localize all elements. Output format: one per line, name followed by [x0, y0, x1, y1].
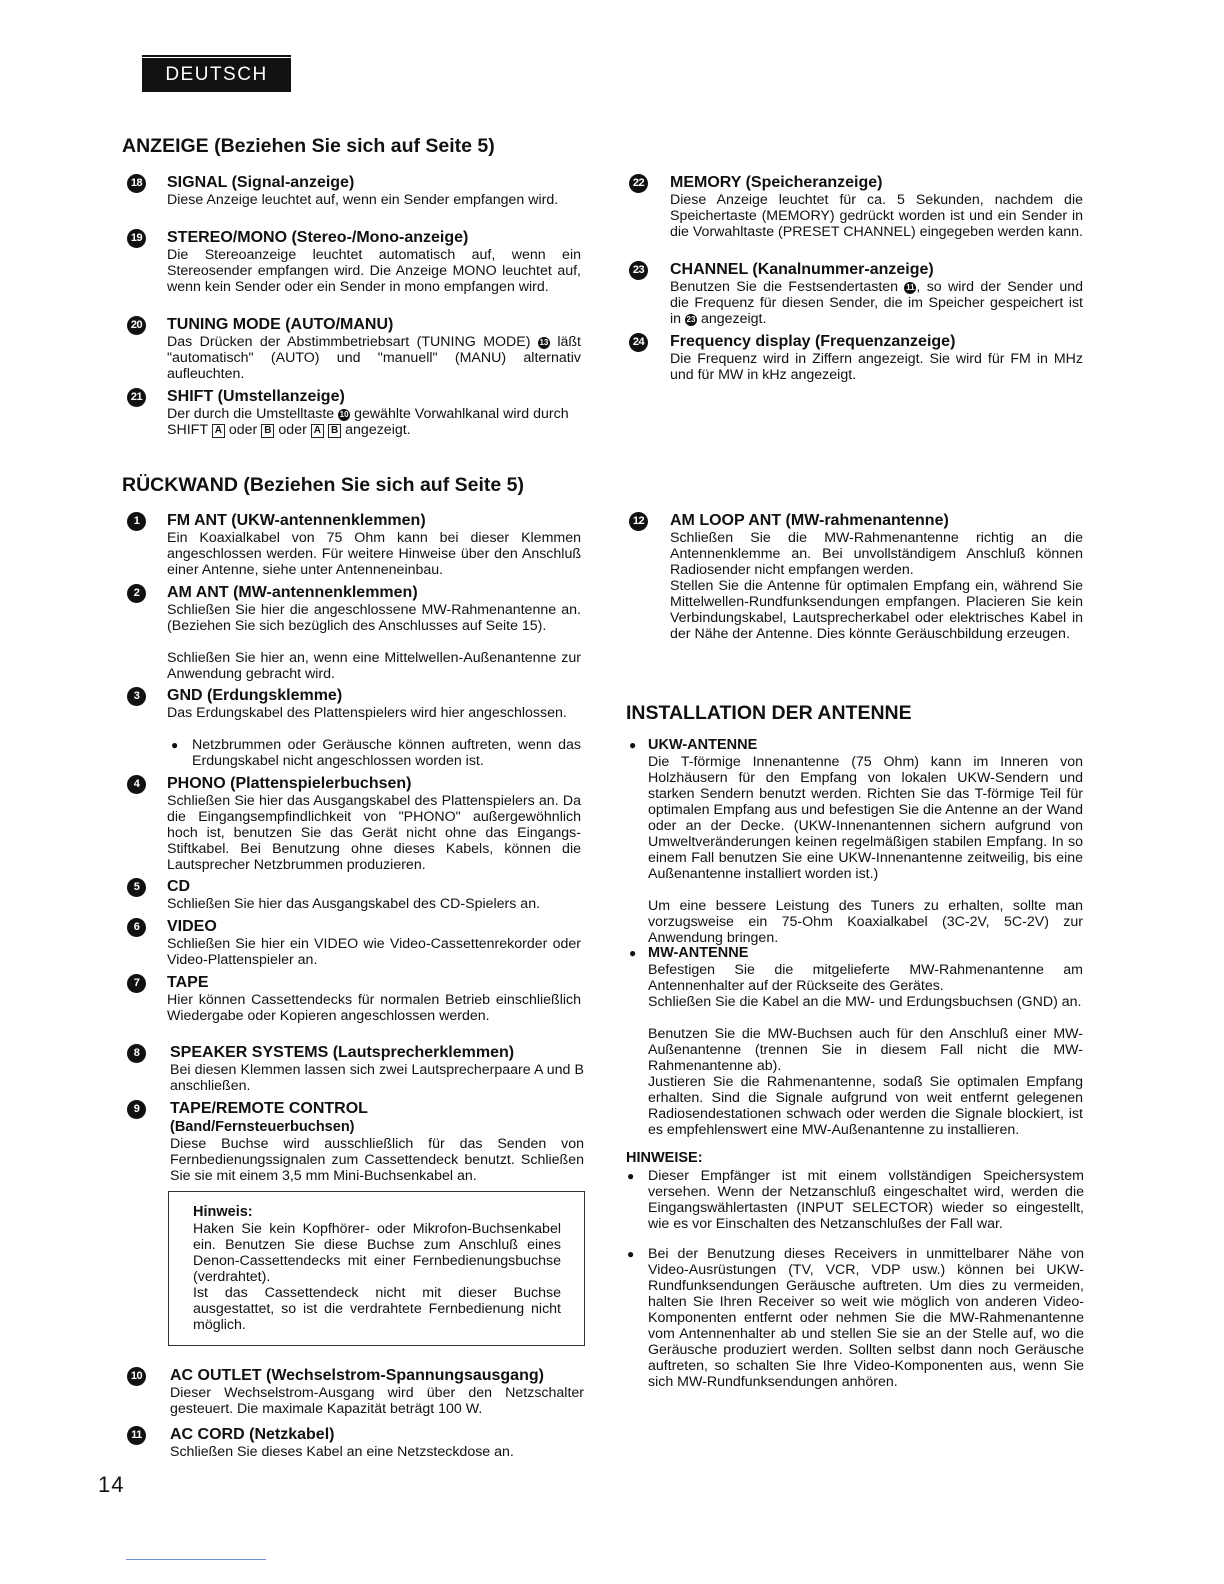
note-box: [168, 1191, 585, 1346]
item-text: Schließen Sie hier die angeschlossene MW-Rahmenantenne an. (Beziehen Sie sich bezüglich des Anschlusses auf Seite 15).: [167, 602, 581, 634]
item-number-badge: 24: [629, 333, 648, 352]
antenna-ukw-title: UKW-ANTENNE: [648, 737, 758, 753]
item-text: Schließen Sie dieses Kabel an eine Netzsteckdose an.: [170, 1444, 514, 1460]
item-text: Hier können Cassettendecks für normalen Betrieb einschließlich Wiedergabe oder Kopieren angeschlossen werden.: [167, 992, 581, 1024]
rear-item-phono: [127, 775, 582, 875]
shift-a-indicator: A: [212, 424, 225, 438]
hinweise-item: [627, 1168, 1084, 1248]
display-item-channel: [629, 261, 1084, 329]
item-number-badge: 19: [127, 229, 146, 248]
page-number: 14: [98, 1472, 125, 1497]
note-title: Hinweis:: [193, 1204, 253, 1220]
item-number-badge: 23: [629, 261, 648, 280]
rear-item-am-loop-ant: [629, 512, 1084, 664]
item-text: Die Stereoanzeige leuchtet automatisch auf, wenn ein Stereosender empfangen wird. Die Anzeige MONO leuchtet auf, wenn kein Sender oder ein Sender in mono empfangen wird.: [167, 247, 581, 295]
hinweise-text: Bei der Benutzung dieses Receivers in unmittelbarer Nähe von Video-Ausrüstungen (TV, VCR, VDP usw.) können bei UKW-Rundfunksendungen Geräusche auftreten. Um dies zu vermeiden, halten Sie Ihren Receiver so weit wie möglich von anderen Video-Komponenten entfernt oder nehmen Sie die MW-Rahmenantenne vom Antennenhalter ab und stellen Sie sie an der Stelle auf, wo die Geräusche produziert werden. Sollten selbst dann noch Geräusche auftreten, so schalten Sie Ihre Video-Komponenten aus, wenn Sie sich MW-Rundfunksendungen anhören.: [648, 1246, 1084, 1390]
item-number-badge: 6: [127, 918, 146, 937]
display-item-frequency: [629, 333, 1084, 385]
reference-number-badge: 11: [906, 283, 915, 292]
item-title: TAPE: [167, 974, 209, 991]
item-number-badge: 20: [127, 316, 146, 335]
rear-item-tape: [127, 974, 582, 1042]
item-text: [670, 279, 1083, 327]
item-text: Schließen Sie die MW-Rahmenantenne richtig an die Antennenklemme an. Bei unvollständigem Anschluß können Radiosender nicht empfangen werden.: [670, 530, 1083, 578]
rear-item-ac-cord: [127, 1426, 584, 1462]
item-subtitle: (Band/Fernsteuerbuchsen): [170, 1119, 355, 1135]
item-text-part: gewählte Vorwahlkanal wird durch SHIFT: [167, 406, 569, 438]
hinweise-title: HINWEISE:: [626, 1150, 703, 1166]
item-text-part: Das Drücken der Abstimmbetriebsart (TUNING MODE): [167, 334, 531, 350]
item-title: VIDEO: [167, 918, 217, 935]
rear-item-ac-outlet: [127, 1367, 584, 1419]
item-text: Dieser Wechselstrom-Ausgang wird über den Netzschalter gesteuert. Die maximale Kapazität beträgt 100 W.: [170, 1385, 584, 1417]
bottom-rule: [126, 1559, 266, 1560]
item-title: GND (Erdungsklemme): [167, 687, 343, 704]
item-number-badge: 1: [127, 512, 146, 531]
item-title: AM ANT (MW-antennenklemmen): [167, 584, 418, 601]
item-title: Frequency display (Frequenzanzeige): [670, 333, 956, 350]
antenna-mw-text: Befestigen Sie die mitgelieferte MW-Rahmenantenne am Antennenhalter auf der Rückseite des Gerätes.: [648, 962, 1083, 994]
item-text: Diese Anzeige leuchtet auf, wenn ein Sender empfangen wird.: [167, 192, 559, 208]
item-text: Schließen Sie hier ein VIDEO wie Video-Cassettenrekorder oder Video-Plattenspieler an.: [167, 936, 581, 968]
reference-number-badge: 23: [686, 315, 696, 324]
item-text: Schließen Sie hier das Ausgangskabel des Plattenspielers an. Da die Eingangsempfindlichkeit von "PHONO" außergewöhnlich hoch ist, benutzen Sie das Gerät nicht ohne das Eingangs-Stiftkabel. Bei Benutzung ohne dieses Kabels, können die Lautsprecher Netzbrummen produzieren.: [167, 793, 581, 873]
item-title: CHANNEL (Kanalnummer-anzeige): [670, 261, 934, 278]
item-text-part: angezeigt.: [345, 422, 411, 438]
item-text: [167, 406, 581, 438]
shift-b-indicator: B: [261, 424, 274, 438]
item-number-badge: 2: [127, 584, 146, 603]
item-text-part: läßt "automatisch" (AUTO) und "manuell" (MANU) alternativ aufleuchten.: [167, 334, 581, 382]
display-item-shift: [127, 388, 582, 440]
item-title: AC OUTLET (Wechselstrom-Spannungsausgang): [170, 1367, 544, 1384]
item-number-badge: 21: [127, 388, 146, 407]
item-text: [167, 334, 581, 382]
bullet-icon: ●: [629, 738, 637, 752]
shift-b-indicator: B: [328, 424, 341, 438]
note-text: Ist das Cassettendeck nicht mit dieser Buchse ausgestattet, so ist die verdrahtete Fernbedienung nicht möglich.: [193, 1285, 561, 1333]
item-title: MEMORY (Speicheranzeige): [670, 174, 883, 191]
item-text: Diese Anzeige leuchtet für ca. 5 Sekunden, nachdem die Speichertaste (MEMORY) gedrückt worden ist und ein Sender in die Vorwahltaste (PRESET CHANNEL) eingegeben werden kann.: [670, 192, 1083, 240]
item-text-part: Der durch die Umstelltaste: [167, 406, 335, 422]
item-title: SHIFT (Umstellanzeige): [167, 388, 345, 405]
reference-number-badge: 10: [339, 410, 349, 419]
antenna-mw-title: MW-ANTENNE: [648, 945, 749, 961]
antenna-mw-text: Benutzen Sie die MW-Buchsen auch für den Anschluß einer MW-Außenantenne (trennen Sie in diesem Fall nicht die MW-Rahmenantenne ab).: [648, 1026, 1083, 1074]
language-tab: DEUTSCH: [142, 58, 291, 92]
display-item-signal: [127, 174, 582, 224]
rear-item-cd: [127, 878, 582, 914]
item-number-badge: 11: [127, 1426, 146, 1445]
rear-item-fm-ant: [127, 512, 582, 580]
antenna-ukw-text: Die T-förmige Innenantenne (75 Ohm) kann im Inneren von Holzhäusern für den Empfang von lokalen UKW-Sendern und starken Sendern benutzt werden. Richten Sie das T-förmige Teil für optimalen Empfang aus und befestigen Sie die Antenne an der Wand oder an der Decke. (UKW-Innenantennen sichern aufgrund von Umweltveränderungen keinen regelmäßigen stabilen Empfang. In so einem Fall benutzen Sie eine UKW-Innenantenne zeitweilig, bis eine Außenantenne installiert worden ist.): [648, 754, 1083, 882]
item-text: Schließen Sie hier an, wenn eine Mittelwellen-Außenantenne zur Anwendung gebracht wird.: [167, 650, 581, 682]
display-item-stereo-mono: [127, 229, 582, 313]
item-text-part: oder: [278, 422, 307, 438]
item-title: CD: [167, 878, 191, 895]
item-number-badge: 9: [127, 1100, 146, 1119]
item-number-badge: 12: [629, 512, 648, 531]
item-number-badge: 4: [127, 775, 146, 794]
rear-item-tape-remote: [127, 1100, 584, 1188]
item-number-badge: 22: [629, 174, 648, 193]
item-number-badge: 3: [127, 687, 146, 706]
item-text: Ein Koaxialkabel von 75 Ohm kann bei dieser Klemmen angeschlossen werden. Für weitere Hinweise über den Anschluß einer Antenne, siehe unter Antenneneinbau.: [167, 530, 581, 578]
item-title: AM LOOP ANT (MW-rahmenantenne): [670, 512, 949, 529]
rear-item-video: [127, 918, 582, 970]
item-text-part: oder: [228, 422, 258, 438]
section-title-rueckwand: RÜCKWAND (Beziehen Sie sich auf Seite 5): [122, 474, 524, 496]
reference-number-badge: 13: [539, 338, 549, 347]
item-title: SIGNAL (Signal-anzeige): [167, 174, 355, 191]
rear-item-speaker-systems: [127, 1044, 584, 1096]
item-text: Stellen Sie die Antenne für optimalen Empfang ein, während Sie Mittelwellen-Rundfunksendungen empfangen. Placieren Sie kein Verbindungskabel, Lautsprecherkabel oder elektrisches Kabel in der Nähe der Antenne. Dies könnte Geräuschbildung erzeugen.: [670, 578, 1083, 642]
section-title-installation: INSTALLATION DER ANTENNE: [626, 702, 912, 724]
item-title: AC CORD (Netzkabel): [170, 1426, 335, 1443]
item-title: SPEAKER SYSTEMS (Lautsprecherklemmen): [170, 1044, 515, 1061]
display-item-memory: [629, 174, 1084, 258]
bullet-text: Netzbrummen oder Geräusche können auftreten, wenn das Erdungskabel nicht angeschlossen worden ist.: [192, 737, 581, 769]
note-text: Haken Sie kein Kopfhörer- oder Mikrofon-Buchsenkabel ein. Benutzen Sie diese Buchse zum Anschluß eines Denon-Cassettendecks mit einer Fernbedienungsbuchse (verdrahtet).: [193, 1221, 561, 1285]
antenna-ukw: [629, 737, 1084, 945]
rear-item-gnd: [127, 687, 582, 771]
item-text-part: Benutzen Sie die Festsendertasten: [670, 279, 899, 295]
hinweise-item: [627, 1246, 1084, 1406]
item-number-badge: 18: [127, 174, 146, 193]
antenna-ukw-text: Um eine bessere Leistung des Tuners zu erhalten, sollte man vorzugsweise ein 75-Ohm Koaxialkabel (3C-2V, 5C-2V) zur Anwendung bringen.: [648, 898, 1083, 946]
item-text-part: , so wird der Sender und die Frequenz für diesen Sender, die im Speicher gespeichert ist in: [670, 279, 1083, 327]
item-title: PHONO (Plattenspielerbuchsen): [167, 775, 412, 792]
item-number-badge: 7: [127, 974, 146, 993]
item-text: Das Erdungskabel des Plattenspielers wird hier angeschlossen.: [167, 705, 567, 721]
item-title: FM ANT (UKW-antennenklemmen): [167, 512, 426, 529]
bullet-icon: ●: [627, 1169, 635, 1183]
item-number-badge: 8: [127, 1044, 146, 1063]
hinweise-text: Dieser Empfänger ist mit einem vollständigen Speichersystem versehen. Wenn der Netzanschluß eingeschaltet wird, werden die Eingangswählertasten (INPUT SELECTOR) wieder so eingestellt, wie es vor Einschalten des Netzanschlußes der Fall war.: [648, 1168, 1084, 1232]
item-text: Schließen Sie hier das Ausgangskabel des CD-Spielers an.: [167, 896, 541, 912]
item-title: TUNING MODE (AUTO/MANU): [167, 316, 394, 333]
section-title-anzeige: ANZEIGE (Beziehen Sie sich auf Seite 5): [122, 135, 495, 157]
item-text: Die Frequenz wird in Ziffern angezeigt. Sie wird für FM in MHz und für MW in kHz angezeigt.: [670, 351, 1083, 383]
antenna-mw-text: Justieren Sie die Rahmenantenne, sodaß Sie optimalen Empfang erhalten. Sind die Signale aufgrund von weit entfernt gelegenen Radiosendestationen schwach oder werden die Signale blockiert, ist es empfehlenswert eine MW-Außenantenne zu installieren.: [648, 1074, 1083, 1138]
shift-a-indicator: A: [311, 424, 324, 438]
antenna-mw-text: Schließen Sie die Kabel an die MW- und Erdungsbuchsen (GND) an.: [648, 994, 1082, 1010]
item-number-badge: 10: [127, 1367, 146, 1386]
bullet-item: [171, 737, 581, 769]
rear-item-am-ant: [127, 584, 582, 684]
item-title: STEREO/MONO (Stereo-/Mono-anzeige): [167, 229, 469, 246]
item-text: Diese Buchse wird ausschließlich für das Senden von Fernbedienungssignalen zum Cassettendeck benutzt. Schließen Sie sie mit einem 3,5 mm Mini-Buchsenkabel an.: [170, 1136, 584, 1184]
item-number-badge: 5: [127, 878, 146, 897]
item-title: TAPE/REMOTE CONTROL: [170, 1100, 368, 1117]
antenna-mw: [629, 945, 1084, 1153]
bullet-icon: ●: [627, 1247, 635, 1261]
bullet-icon: ●: [629, 946, 637, 960]
display-item-tuning-mode: [127, 316, 582, 384]
item-text: Bei diesen Klemmen lassen sich zwei Lautsprecherpaare A und B anschließen.: [170, 1062, 584, 1094]
item-text-part: angezeigt.: [700, 311, 767, 327]
bullet-icon: ●: [171, 738, 179, 752]
